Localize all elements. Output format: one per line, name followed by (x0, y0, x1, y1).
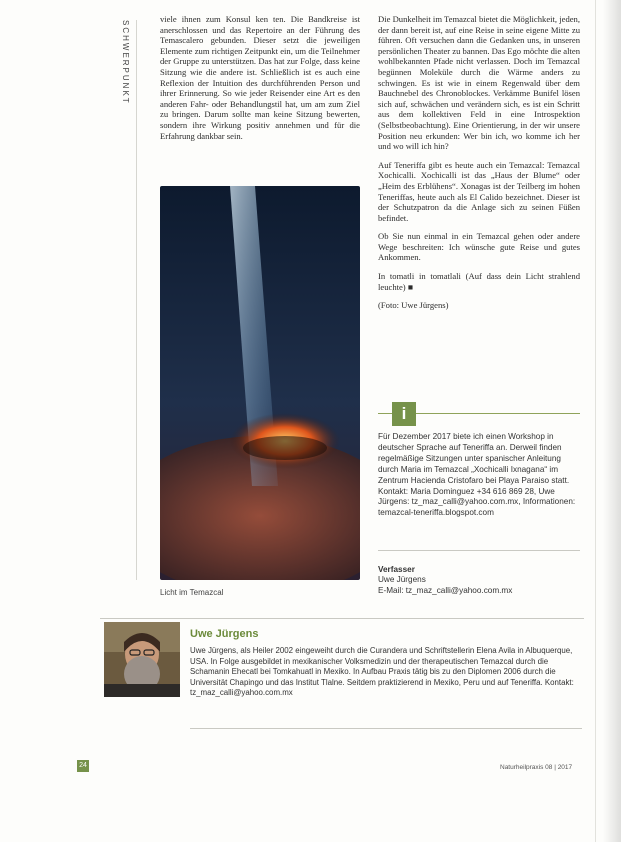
paper-edge (595, 0, 596, 842)
scan-edge-shadow (603, 0, 621, 842)
photo-credit: (Foto: Uwe Jürgens) (378, 300, 449, 311)
left-column-paragraph: viele ihnen zum Konsul ken ten. Die Bandkreise ist anerschlossen und das Repertoire an der Führung des Temascalero gebunden. Dieser setzt die jeweiligen Elemente zum richtigen Zeitpunkt ein, um die Teilnehmer der Gruppe zu unterstützen. Das hat zur Folge, dass keine Sitzung wie die andere ist. Schließlich ist es auch eine Reflexion der Intuition des durchführenden Person und ihrer Erinnerung. So wie jeder Reisender eine Art es den anderen Fahr- oder Behandlungstil hat, um am zum Ziel zu bringen. Darum sollte man keine Sitzung bewerten, sondern ihre Wirkung positiv annehmen und für die Erfahrung dankbar sein. (160, 14, 360, 141)
author-heading: Verfasser (378, 565, 415, 574)
author-box (378, 565, 580, 596)
bio-divider (190, 728, 582, 729)
right-paragraph-2: Auf Teneriffa gibt es heute auch ein Temazcal: Temazcal Xochicalli. Xochicalli ist das „Haus der Blume“ oder „Heim des Erblühens“. Xonagas ist der Teilberg im hohen Teneriffas, heute auch als El Calido bezeichnet. Dieser ist der Schutzpatron da die Anlage sich zu seinen Füßen befindet. (378, 159, 580, 223)
author-portrait (104, 622, 180, 697)
section-label-text: SCHWERPUNKT (121, 20, 130, 105)
author-email[interactable]: E-Mail: tz_maz_calli@yahoo.com.mx (378, 585, 513, 595)
right-paragraph-4: In tomatli in tomatlali (Auf dass dein Licht strahlend leuchte) ■ (378, 271, 580, 292)
right-paragraph-3: Ob Sie nun einmal in ein Temazcal gehen oder andere Wege beschreiten: Ich wünsche gute Reise und gutes Ankommen. (378, 231, 580, 263)
footer-journal: Naturheilpraxis 08 | 2017 (500, 764, 573, 771)
section-label (118, 20, 130, 130)
section-divider (136, 20, 137, 580)
left-column (160, 14, 360, 149)
bio-text: Uwe Jürgens, als Heiler 2002 eingeweiht durch die Curandera und Schriftstellerin Elena Avila in Albuquerque, USA. In Folge ausgebildet in mexikanischer Volksmedizin und der therapeutischen Temazcal durch die Schamanin Ehecatl bei Tomkahuatl in Mexiko. In Aufbau Praxis tätig bis zu den Diplomen 2006 durch die Universität Chapingo und das Institut Tlalne. Seitdem praktizierend in Mexiko, Peru und auf Teneriffa. Kontakt: tz_maz_calli@yahoo.com.mx (190, 646, 574, 698)
info-box-text: Für Dezember 2017 biete ich einen Workshop in deutscher Sprache auf Teneriffa an. Derweil finden regelmäßige Sitzungen unter spanischer Anleitung durch Maria im Temazcal „Xochicalli Ixnagana“ im Zentrum Hacienda Cristofaro bei Playa Paraiso statt. Kontakt: Maria Dominguez +34 616 869 28, Uwe Jürgens: tz_maz_calli@yahoo.com.mx, Informationen: temazcal-teneriffa.blogspot.com (378, 432, 576, 518)
author-name: Uwe Jürgens (378, 575, 426, 585)
page-number: 24 (77, 760, 89, 772)
right-paragraph-1: Die Dunkelheit im Temazcal bietet die Möglichkeit, jeden, der dann bereit ist, auf eine Reise in seine eigene Mitte zu führen. Oft versuchen dann die Gedanken uns, in unseren persönlichen Theater zu bannen. Das Ego möchte die alten wohlbekannten Pfade nicht verlassen. Doch im Temazcal begünnen Moleküle durch die Wärme anders zu schwingen. Es ist wie in einem Regenwald über dem Bauchnebel des Chronoblockes. Verkämme Bunifel lösen sich auf, schwächen und verändern sich, es ist ein Schritt aus dem kollektiven Feld in eine Introspektion (Selbstbeobachtung). Eine Orientierung, in der wir unsere Position neu erkunden: Wer bin ich, wo komme ich her und wo will ich hin? (378, 14, 580, 152)
right-column (378, 14, 580, 319)
temazcal-photo (160, 186, 360, 580)
bio-title: Uwe Jürgens (190, 628, 259, 640)
info-icon: i (392, 402, 416, 426)
photo-caption: Licht im Temazcal (160, 588, 224, 597)
verfasser-divider (378, 550, 580, 551)
